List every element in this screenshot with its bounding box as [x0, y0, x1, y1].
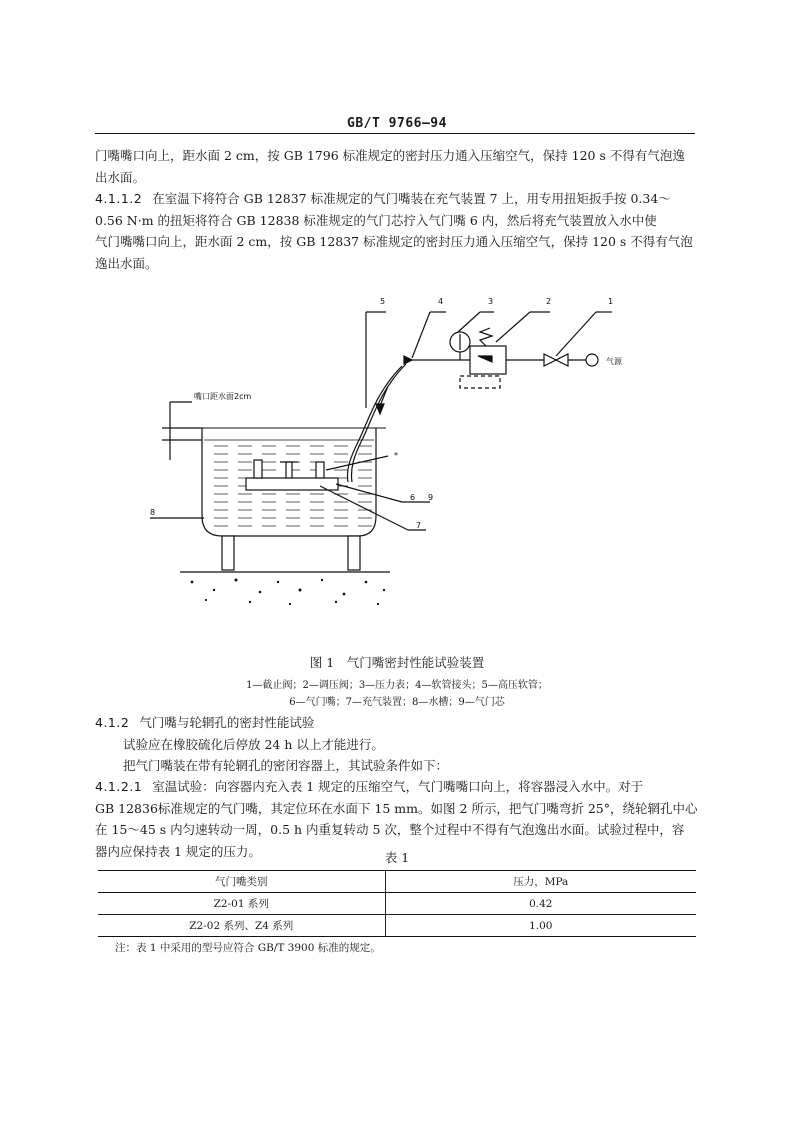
section-number: 4.1.1.2	[95, 191, 143, 206]
table-header-cell: 压力，MPa	[385, 871, 696, 893]
text-line: GB 12836标准规定的气门嘴，其定位环在水面下 15 mm。如图 2 所示，把气门嘴弯折 25°，绕轮辋孔中心	[95, 800, 698, 816]
tank-leg	[222, 536, 234, 570]
table-header-cell: 气门嘴类别	[98, 871, 385, 893]
table-row	[98, 915, 696, 937]
label-1: 1	[608, 297, 614, 306]
figure-legend-line-2: 6—气门嘴；7—充气装置；8—水槽；9—气门芯	[289, 697, 505, 708]
text-line: 出水面。	[95, 169, 146, 185]
pressure-table	[98, 870, 696, 937]
text-line: 门嘴嘴口向上，距水面 2 cm，按 GB 1796 标准规定的密封压力通入压缩空气，保持 120 s 不得有气泡逸	[95, 148, 685, 163]
table-row	[98, 893, 696, 915]
section-4-1-2	[95, 712, 448, 777]
label-3: 3	[488, 297, 494, 306]
label-9: 9	[428, 493, 434, 502]
section-number: 4.1.2	[95, 715, 130, 730]
table-note: 注：表 1 中采用的型号应符合 GB/T 3900 标准的规定。	[115, 942, 381, 954]
label-star: *	[394, 451, 398, 460]
figure-1-test-apparatus	[140, 290, 640, 620]
text-line: 室温试验：向容器内充入表 1 规定的压缩空气，气门嘴嘴口向上，将容器浸入水中。对于	[152, 779, 644, 794]
paragraph-4-1-1-2	[95, 188, 693, 274]
label-8: 8	[150, 508, 156, 517]
label-2: 2	[546, 297, 552, 306]
figure-caption: 图 1 气门嘴密封性能试验装置	[309, 655, 485, 670]
apparatus-diagram	[140, 290, 640, 620]
text-line: 器内应保持表 1 规定的压力。	[95, 843, 261, 859]
hose-connector	[404, 356, 412, 364]
page-header: GB/T 9766—94	[347, 116, 447, 131]
label-6: 6	[410, 493, 416, 502]
ground-hatch	[191, 579, 386, 606]
text-line: 气门嘴嘴口向上，距水面 2 cm，按 GB 12837 标准规定的密封压力通入压缩空气，保持 120 s 不得有气泡	[95, 234, 693, 249]
header-divider	[95, 133, 695, 134]
regulator-spring	[480, 328, 492, 346]
text-line: 把气门嘴装在带有轮辋孔的密闭容器上，其试验条件如下：	[123, 758, 449, 773]
gas-source-label: 气源	[606, 357, 622, 366]
paragraph-4-1-1-1-end	[95, 145, 685, 188]
distance-note: 嘴口距水面2cm	[194, 392, 252, 401]
gas-source	[586, 354, 598, 366]
label-4: 4	[438, 297, 444, 306]
valve-stem	[254, 460, 262, 478]
figure-legend-line-1: 1—截止阀；2—调压阀；3—压力表；4—软管接头；5—高压软管；	[246, 680, 548, 691]
label-7: 7	[416, 521, 422, 530]
text-line: 试验应在橡胶硫化后停放 24 h 以上才能进行。	[123, 736, 384, 752]
table-header-row	[98, 871, 696, 893]
table-cell: 0.42	[385, 893, 696, 915]
text-line: 逸出水面。	[95, 255, 158, 271]
text-line: 在室温下将符合 GB 12837 标准规定的气门嘴装在充气装置 7 上，用专用扭矩扳手按 0.34～	[152, 191, 671, 206]
text-line: 0.56 N·m 的扭矩将符合 GB 12838 标准规定的气门芯拧入气门嘴 6 内，然后将充气装置放入水中使	[95, 212, 657, 228]
section-number: 4.1.2.1	[95, 779, 143, 794]
text-line: 在 15～45 s 内匀速转动一周，0.5 h 内重复转动 5 次，整个过程中不得有气泡逸出水面。试验过程中，容	[95, 822, 685, 837]
stop-valve	[544, 354, 556, 366]
table-cell: Z2-01 系列	[98, 893, 385, 915]
section-title: 气门嘴与轮辋孔的密封性能试验	[139, 715, 315, 730]
table-cell: 1.00	[385, 915, 696, 937]
table-title: 表 1	[384, 850, 410, 865]
label-5: 5	[380, 297, 386, 306]
table-cell: Z2-02 系列、Z4 系列	[98, 915, 385, 937]
